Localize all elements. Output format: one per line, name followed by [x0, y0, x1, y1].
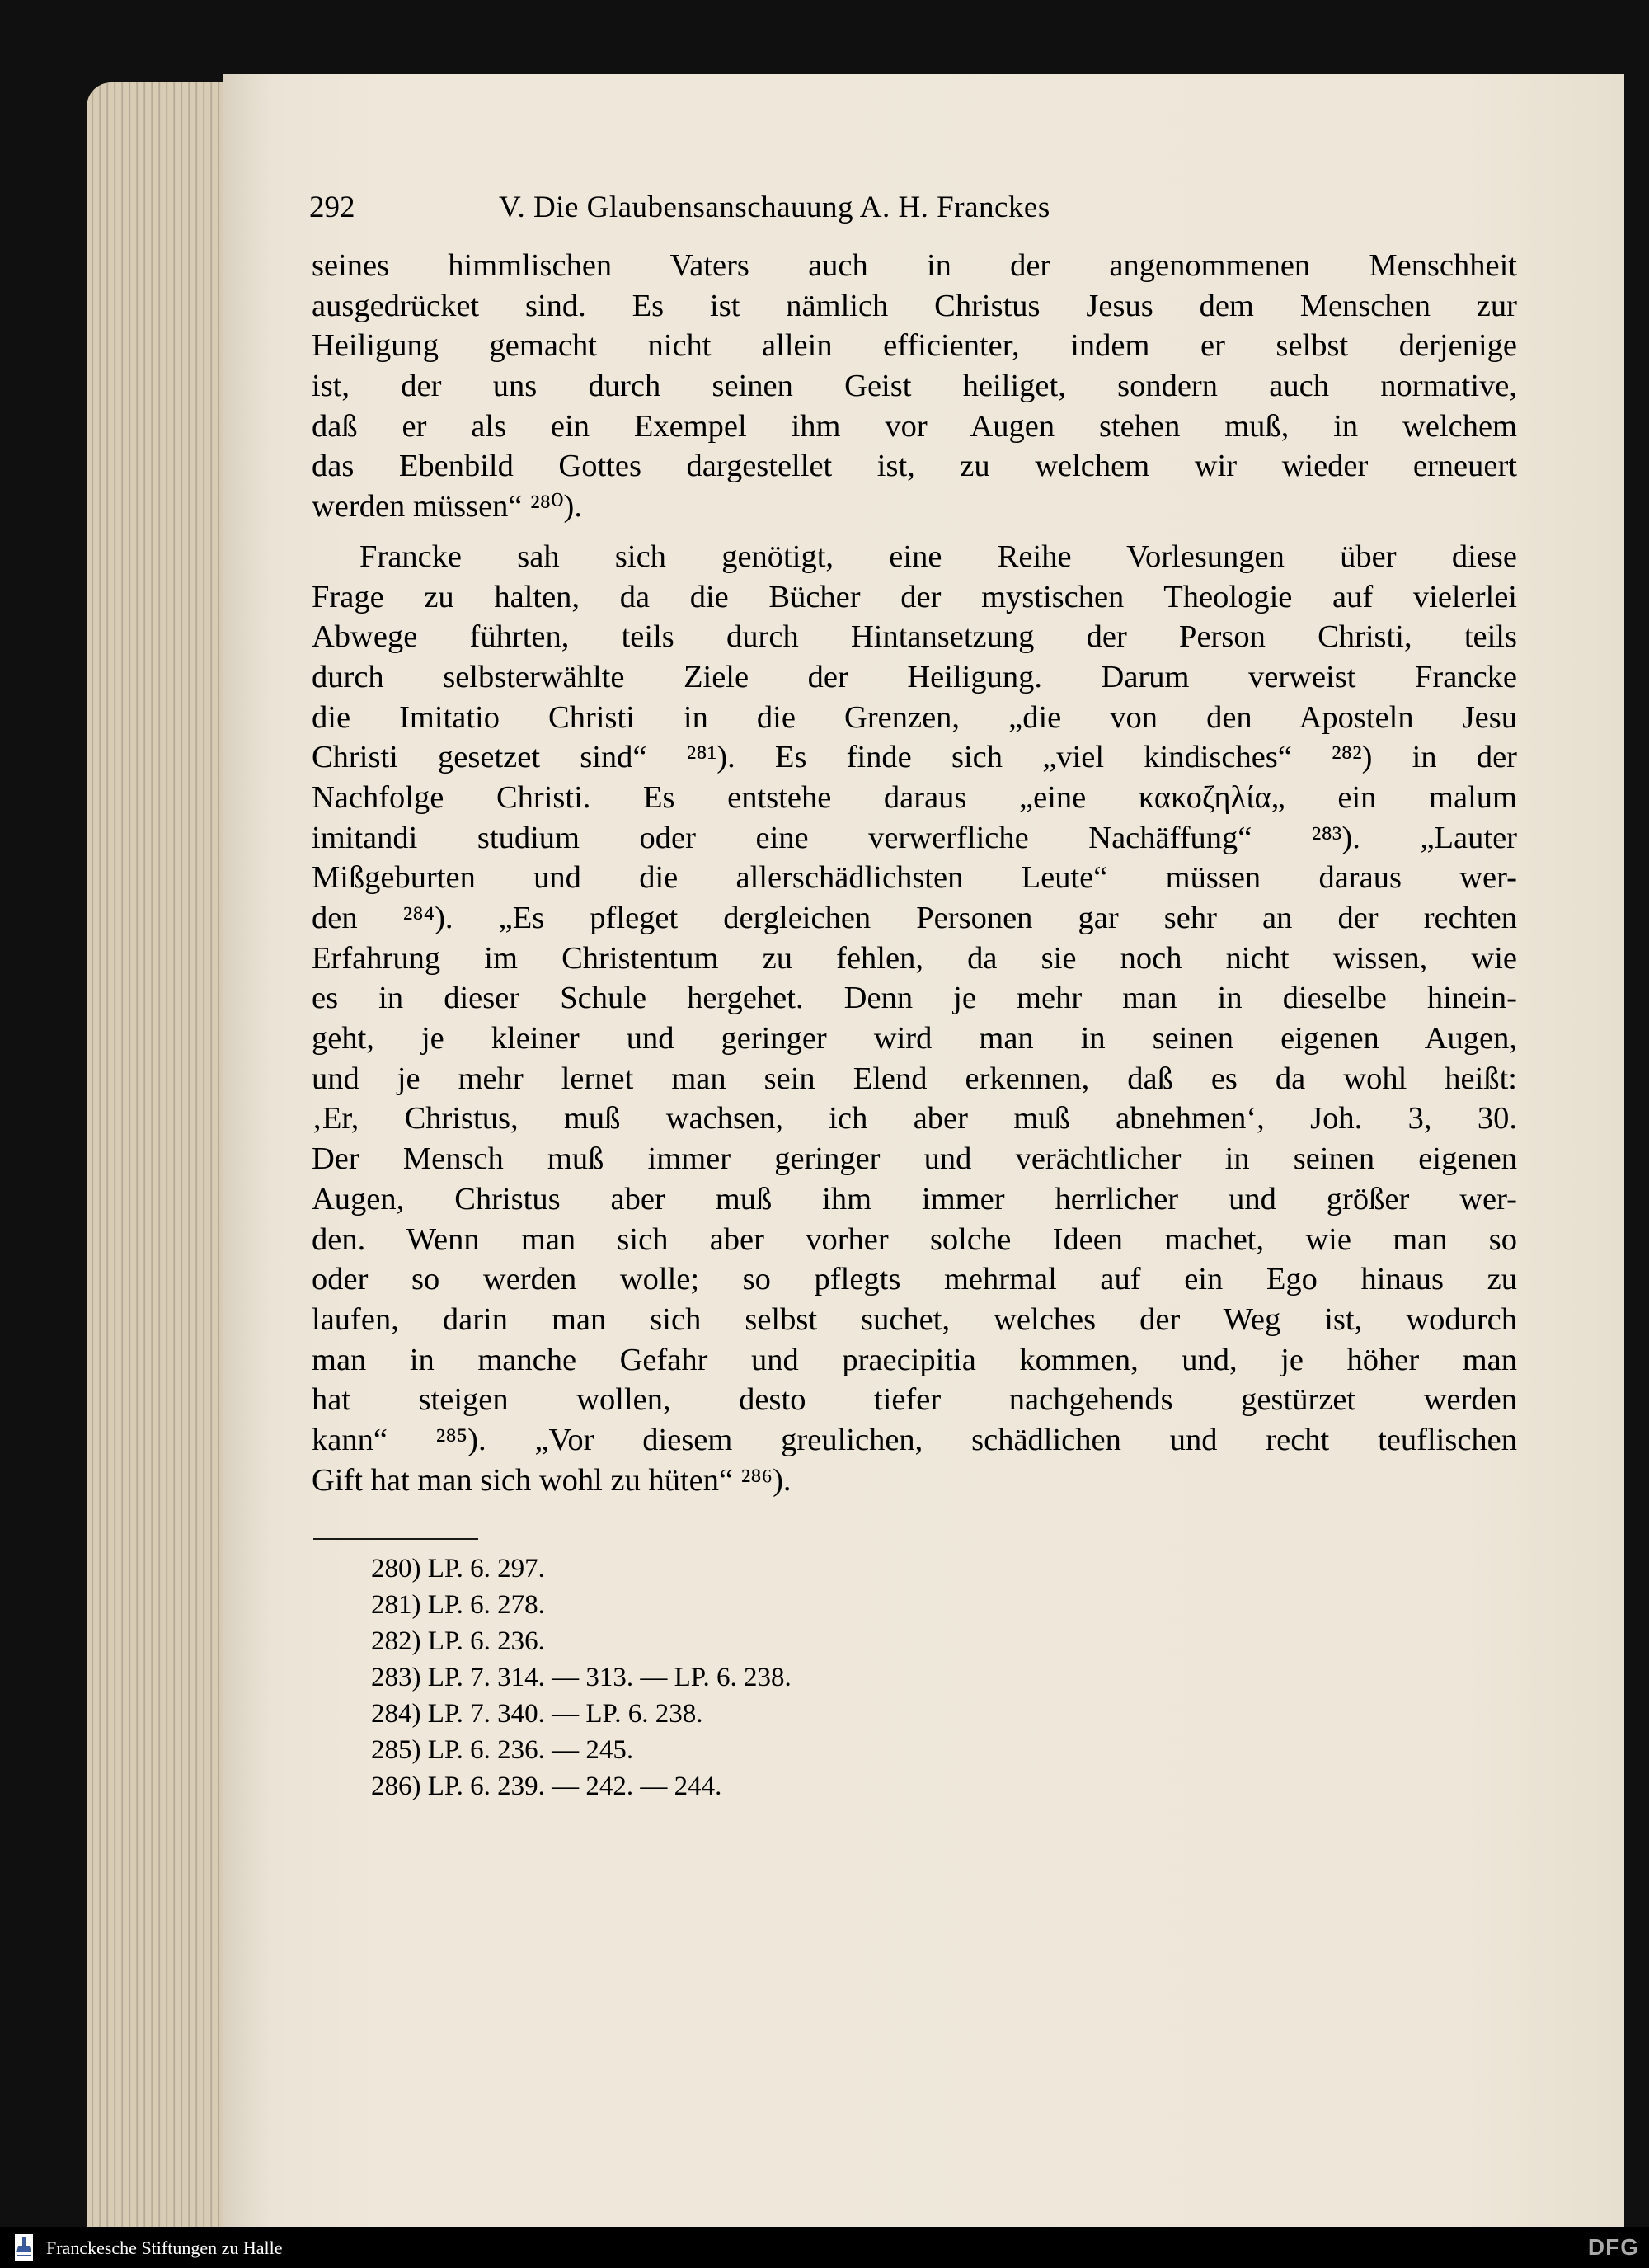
footnote: 286) LP. 6. 239. — 242. — 244.: [371, 1772, 722, 1801]
text-line: ‚Er, Christus, muß wachsen, ich aber muß abnehmen‘, Joh. 3, 30.: [312, 1101, 1517, 1136]
text-line: durch selbsterwählte Ziele der Heiligung. Darum verweist Francke: [312, 659, 1517, 694]
text-line: man in manche Gefahr und praecipitia kommen, und, je höher man: [312, 1342, 1517, 1377]
text-line: hat steigen wollen, desto tiefer nachgehends gestürzet werden: [312, 1382, 1517, 1418]
text-line: die Imitatio Christi in die Grenzen, „die von den Aposteln Jesu: [312, 699, 1517, 735]
text-line: Mißgeburten und die allerschädlichsten Leute“ müssen daraus wer-: [312, 860, 1517, 896]
text-line: das Ebenbild Gottes dargestellet ist, zu welchem wir wieder erneuert: [312, 449, 1517, 484]
footnote: 282) LP. 6. 236.: [371, 1626, 545, 1656]
text-line: imitandi studium oder eine verwerfliche Nachäffung“ ²⁸³). „Lauter: [312, 820, 1517, 855]
page-number: 292: [309, 191, 355, 224]
text-line: Augen, Christus aber muß ihm immer herrlicher und größer wer-: [312, 1181, 1517, 1216]
page-edges: [87, 82, 235, 2227]
running-head: [309, 190, 1365, 239]
text-line: daß er als ein Exempel ihm vor Augen stehen muß, in welchem: [312, 408, 1517, 444]
text-line: den ²⁸⁴). „Es pfleget dergleichen Personen gar sehr an der rechten: [312, 901, 1517, 935]
text-line: ausgedrücket sind. Es ist nämlich Christus Jesus dem Menschen zur: [312, 288, 1517, 323]
text-line: kann“ ²⁸⁵). „Vor diesem greulichen, schädlichen und recht teuflischen: [312, 1422, 1517, 1457]
text-line: Erfahrung im Christentum zu fehlen, da sie noch nicht wissen, wie: [312, 940, 1517, 976]
institution-logo-icon: [15, 2234, 33, 2261]
text-line: ist, der uns durch seinen Geist heiliget, sondern auch normative,: [312, 369, 1517, 404]
footnote: 283) LP. 7. 314. — 313. — LP. 6. 238.: [371, 1663, 792, 1692]
footnote: 280) LP. 6. 297.: [371, 1554, 545, 1583]
text-line: Frage zu halten, da die Bücher der mystischen Theologie auf vielerlei: [312, 579, 1517, 614]
footnotes: [371, 1550, 792, 1805]
text-line: Francke sah sich genötigt, eine Reihe Vorlesungen über diese: [359, 539, 1517, 574]
text-line: Christi gesetzet sind“ ²⁸¹). Es finde sich „viel kindisches“ ²⁸²) in der: [312, 740, 1517, 775]
text-line: oder so werden wolle; so pflegts mehrmal auf ein Ego hinaus zu: [312, 1262, 1517, 1297]
text-line: geht, je kleiner und geringer wird man in seinen eigenen Augen,: [312, 1021, 1517, 1056]
text-line: Der Mensch muß immer geringer und verächtlicher in seinen eigenen: [312, 1141, 1517, 1177]
text-line: laufen, darin man sich selbst suchet, welches der Weg ist, wodurch: [312, 1301, 1517, 1337]
footnote: 285) LP. 6. 236. — 245.: [371, 1735, 634, 1765]
footnote: 284) LP. 7. 340. — LP. 6. 238.: [371, 1699, 703, 1729]
text-line: Heiligung gemacht nicht allein efficienter, indem er selbst derjenige: [312, 328, 1517, 364]
footer-institution: Franckesche Stiftungen zu Halle: [46, 2237, 283, 2258]
text-line: es in dieser Schule hergehet. Denn je mehr man in dieselbe hinein-: [312, 981, 1517, 1016]
footer-bar: [0, 2227, 1649, 2268]
footnote-rule: [313, 1538, 478, 1540]
text-line: Nachfolge Christi. Es entstehe daraus „eine κακοζηλία„ ein malum: [312, 779, 1517, 815]
text-line: den. Wenn man sich aber vorher solche Ideen machet, wie man so: [312, 1221, 1517, 1257]
text-line: Abwege führten, teils durch Hintansetzung der Person Christi, teils: [312, 619, 1517, 655]
running-title: V. Die Glaubensanschauung A. H. Franckes: [499, 191, 1050, 224]
text-line: seines himmlischen Vaters auch in der angenommenen Menschheit: [312, 248, 1517, 283]
body-text: [312, 246, 1517, 1500]
dfg-logo: DFG: [1587, 2234, 1639, 2260]
text-line: Gift hat man sich wohl zu hüten“ ²⁸⁶).: [312, 1462, 792, 1498]
footnote: 281) LP. 6. 278.: [371, 1590, 545, 1620]
text-line: werden müssen“ ²⁸⁰).: [312, 489, 582, 525]
text-line: und je mehr lernet man sein Elend erkennen, daß es da wohl heißt:: [312, 1061, 1517, 1096]
